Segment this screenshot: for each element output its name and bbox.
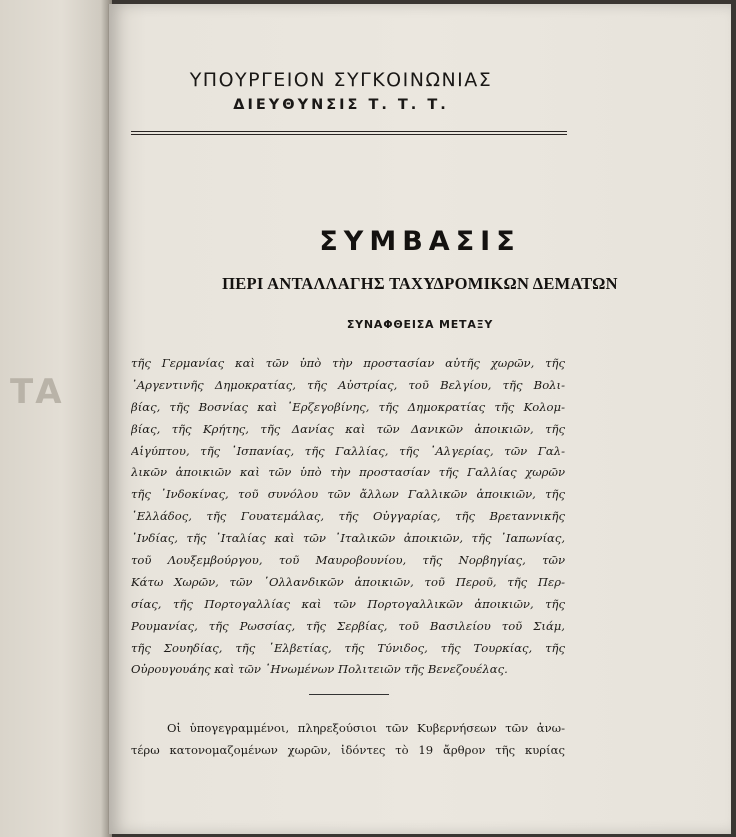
- header-rule-top: [131, 131, 567, 132]
- body-line: τῆς ᾿Ινδοκίνας, τοῦ συνόλου τῶν ἄλλων Γαλλικῶν ἀποικιῶν, τῆς: [131, 487, 565, 502]
- left-page: [0, 0, 112, 837]
- concluded-between-heading: ΣΥΝΑΦΘΕΙΣΑ ΜΕΤΑΞΥ: [346, 318, 494, 331]
- directorate-title: ΔΙΕΥΘΥΝΣΙΣ Τ. Τ. Τ.: [233, 97, 449, 113]
- ministry-title: ΥΠΟΥΡΓΕΙΟΝ ΣΥΓΚΟΙΝΩΝΙΑΣ: [189, 69, 493, 91]
- document-subtitle: ΠΕΡΙ ΑΝΤΑΛΛΑΓΗΣ ΤΑΧΥΔΡΟΜΙΚΩΝ ΔΕΜΑΤΩΝ: [222, 274, 618, 293]
- preamble-paragraph: [131, 718, 565, 762]
- paragraph-line: Οἱ ὑπογεγραμμένοι, πληρεξούσιοι τῶν Κυβερνήσεων τῶν ἀνω-: [167, 721, 565, 735]
- body-line: σίας, τῆς Πορτογαλλίας καὶ τῶν Πορτογαλλικῶν ἀποικιῶν, τῆς: [131, 596, 565, 611]
- left-page-ghost-text: ΤΑ: [10, 372, 64, 412]
- body-line: βίας, τῆς Κρήτης, τῆς Δανίας καὶ τῶν Δανικῶν ἀποικιῶν, τῆς: [131, 421, 565, 436]
- body-line: λικῶν ἀποικιῶν καὶ τῶν ὑπὸ τὴν προστασίαν τῆς Γαλλίας χωρῶν: [131, 465, 565, 480]
- header-rule-bottom: [131, 134, 567, 135]
- body-line: Κάτω Χωρῶν, τῶν ῾Ολλανδικῶν ἀποικιῶν, τοῦ Περοῦ, τῆς Περ-: [131, 574, 565, 589]
- page-header: [141, 68, 541, 113]
- body-line: τοῦ Λουξεμβούργου, τοῦ Μαυροβουνίου, τῆς Νορβηγίας, τῶν: [131, 553, 565, 568]
- body-line: τῆς Σουηδίας, τῆς ῾Ελβετίας, τῆς Τύνιδος, τῆς Τουρκίας, τῆς: [131, 640, 565, 655]
- body-line: Οὐρουγουάης καὶ τῶν ῾Ηνωμένων Πολιτειῶν τῆς Βενεζουέλας.: [131, 662, 508, 677]
- paragraph-line: τέρω κατονομαζομένων χωρῶν, ἰδόντες τὸ 19 ἄρθρον τῆς κυρίας: [131, 742, 565, 757]
- document-title: ΣΥΜΒΑΣΙΣ: [319, 226, 521, 257]
- body-line: Αἰγύπτου, τῆς ᾿Ισπανίας, τῆς Γαλλίας, τῆς ᾿Αλγερίας, τῶν Γαλ-: [131, 443, 565, 458]
- document-page: [108, 4, 731, 834]
- body-line: Ρουμανίας, τῆς Ρωσσίας, τῆς Σερβίας, τοῦ Βασιλείου τοῦ Σιάμ,: [131, 618, 565, 633]
- body-line: τῆς Γερμανίας καὶ τῶν ὑπὸ τὴν προστασίαν αὐτῆς χωρῶν, τῆς: [131, 356, 565, 370]
- body-line: ῾Ελλάδος, τῆς Γουατεμάλας, τῆς Οὐγγαρίας, τῆς Βρεταννικῆς: [131, 509, 565, 524]
- body-line: ᾿Ινδίας, τῆς ᾿Ιταλίας καὶ τῶν ᾿Ιταλικῶν ἀποικιῶν, τῆς ᾿Ιαπωνίας,: [131, 531, 565, 546]
- section-divider: [309, 694, 389, 695]
- body-line: βίας, τῆς Βοσνίας καὶ ᾿Ερζεγοβίνης, τῆς Δημοκρατίας τῆς Κολομ-: [131, 399, 565, 414]
- body-line: ᾿Αργεντινῆς Δημοκρατίας, τῆς Αὐστρίας, τοῦ Βελγίου, τῆς Βολι-: [131, 377, 565, 392]
- countries-list: [131, 353, 565, 681]
